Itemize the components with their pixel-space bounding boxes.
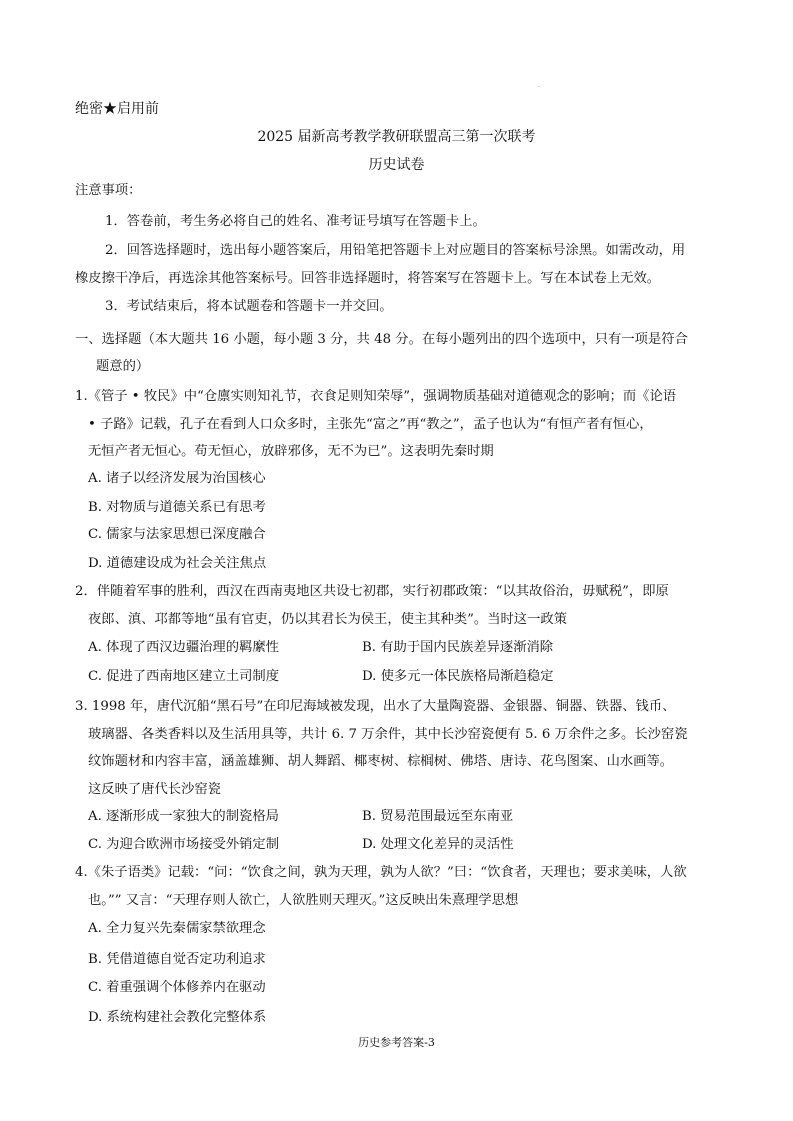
question-line: 1.《管子 • 牧民》中“仓廪实则知礼节，衣食足则知荣辱”，强调物质基础对道德观念的影响；而《论语 [75, 389, 677, 404]
option-c: C. 儒家与法家思想已深度融合 [88, 527, 266, 542]
option-b: B. 有助于国内民族差异逐渐消除 [362, 640, 554, 655]
scan-dot: . [538, 82, 540, 89]
notice-title: 注意事项： [75, 183, 142, 198]
page-footer: 历史参考答案-3 [358, 1036, 435, 1049]
question-line: 夜郎、滇、邛都等地“虽有官吏，仍以其君长为侯王，使主其种类”。当时这一政策 [88, 612, 567, 627]
option-b: B. 对物质与道德关系已有思考 [88, 500, 266, 515]
question-line: 也。”” 又言：“天理存则人欲亡，人欲胜则天理灭。”这反映出朱熹理学思想 [88, 893, 519, 908]
notice-item-2-line-2: 橡皮擦干净后，再选涂其他答案标号。回答非选择题时，将答案写在答题卡上。写在本试卷上无效。 [75, 271, 661, 286]
notice-item-1: 1．答卷前，考生务必将自己的姓名、准考证号填写在答题卡上。 [105, 214, 486, 229]
question-line: 3. 1998 年，唐代沉船“黑石号”在印尼海域被发现，出水了大量陶瓷器、金银器、铜器、铁器、钱币、 [75, 699, 676, 714]
question-line: 无恒产者无恒心。苟无恒心，放辟邪侈，无不为已”。这表明先秦时期 [88, 444, 494, 459]
exam-title: 2025 届新高考教学教研联盟高三第一次联考 [257, 129, 536, 145]
option-a: A. 逐渐形成一家独大的制瓷格局 [88, 809, 279, 824]
option-b: B. 凭借道德自觉否定功利追求 [88, 952, 266, 967]
option-c: C. 着重强调个体修养内在驱动 [88, 980, 266, 995]
option-d: D. 道德建设成为社会关注焦点 [88, 556, 267, 571]
section-heading-line-2: 题意的） [96, 359, 150, 374]
question-line: 4.《朱子语类》记载：“问：“饮食之间，孰为天理，孰为人欲？”曰：“饮食者，天理也；要求美味，人欲 [75, 865, 687, 880]
subject-title: 历史试卷 [368, 157, 425, 173]
option-a: A. 体现了西汉边疆治理的羁縻性 [88, 640, 279, 655]
option-a: A. 诸子以经济发展为治国核心 [88, 471, 266, 486]
option-a: A. 全力复兴先秦儒家禁欲理念 [88, 921, 266, 936]
option-b: B. 贸易范围最远至东南亚 [362, 809, 514, 824]
option-d: D. 系统构建社会教化完整体系 [88, 1010, 267, 1025]
question-line: 2．伴随着军事的胜利，西汉在西南夷地区共设七初郡，实行初郡政策：“以其故俗治，毋赋税”，即原 [75, 584, 669, 599]
notice-item-3: 3．考试结束后，将本试题卷和答题卡一并交回。 [105, 299, 393, 314]
question-line: 玻璃器、各类香料以及生活用具等，共计 6. 7 万余件，其中长沙窑瓷便有 5. 6 万余件之多。长沙窑瓷 [88, 727, 688, 742]
notice-item-2-line-1: 2．回答选择题时，选出每小题答案后，用铅笔把答题卡上对应题目的答案标号涂黑。如需改动，用 [105, 243, 686, 258]
section-heading-line-1: 一、选择题（本大题共 16 小题，每小题 3 分，共 48 分。在每小题列出的四个选项中，只有一项是符合 [75, 332, 688, 347]
option-c: C. 为迎合欧洲市场接受外销定制 [88, 837, 280, 852]
option-c: C. 促进了西南地区建立土司制度 [88, 669, 280, 684]
question-line: 这反映了唐代长沙窑瓷 [88, 782, 221, 797]
question-line: 纹饰题材和内容丰富，涵盖雄狮、胡人舞蹈、椰枣树、棕榈树、佛塔、唐诗、花鸟图案、山水画等。 [88, 754, 674, 769]
option-d: D. 使多元一体民族格局渐趋稳定 [362, 669, 554, 684]
question-line: • 子路》记载，孔子在看到人口众多时，主张先“富之”再“教之”，孟子也认为“有恒产者有恒心， [88, 417, 653, 432]
option-d: D. 处理文化差异的灵活性 [362, 837, 514, 852]
secret-mark: 绝密★启用前 [75, 101, 159, 117]
